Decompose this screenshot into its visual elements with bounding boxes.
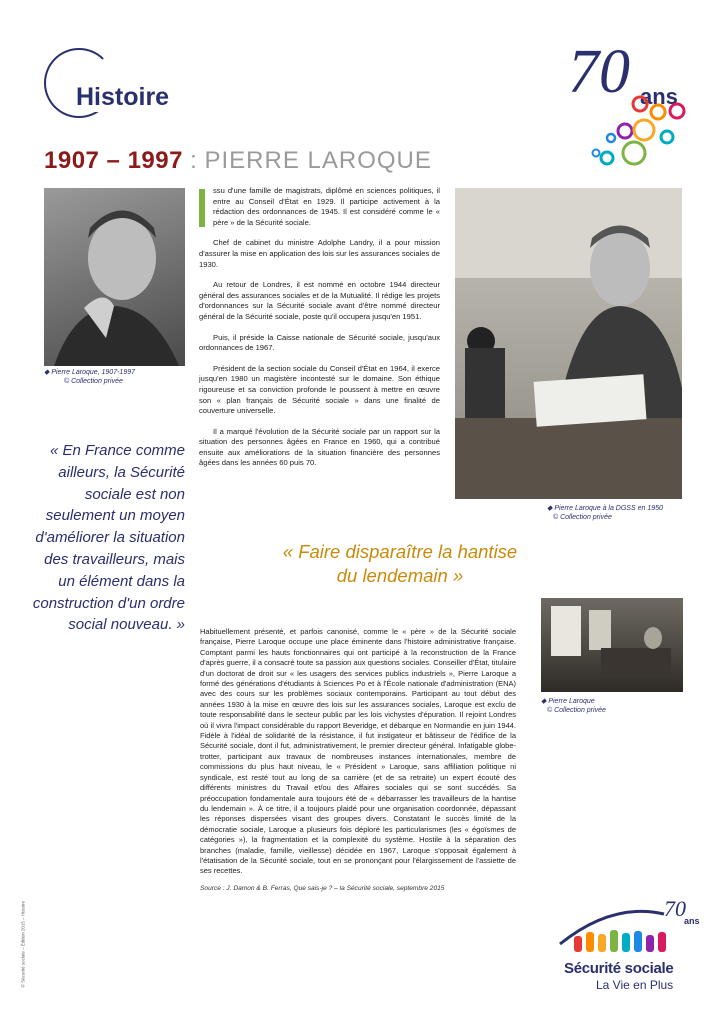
portrait-credit: © Collection privée [64, 378, 123, 385]
office-caption-text: Pierre Laroque [548, 698, 595, 705]
title-name: PIERRE LAROQUE [204, 147, 432, 174]
caption-bullet-icon: ◆ [44, 369, 52, 376]
desk-caption-text: Pierre Laroque à la DGSS en 1950 [554, 505, 663, 512]
desk-caption [547, 504, 697, 522]
desk-scene [455, 188, 682, 499]
title-years: 1907 – 1997 [44, 147, 183, 174]
main-text: Habituellement présenté, et parfois canonisé, comme le « père » de la Sécurité sociale française, Pierre Laroque occupe une place éminente dans l'histoire administrative française. Comptant parmi les hauts fonctionnaires qui ont participé à la reconstruction de la France d'après guerre, il a consacré toute sa passion aux questions sociales. Conseiller d'État, titulaire d'un doctorat de droit sur « les usagers des services publics industriels », Pierre Laroque a formé des générations d'étudiants à Sciences Po et à l'École nationale d'administration (ENA) avec des cours sur les problèmes sociaux contemporains. Participant au tout début des années 1930 à la mise en œuvre des lois sur les assurances sociales, Laroque est exclu de toute responsabilité dans le secteur public par les lois vichystes d'épuration. Il rejoint Londres où il vivra l'impact considérable du rapport Beveridge, et débarque en Normandie en juin 1944. Fidèle à l'idéal de solidarité de la résistance, il fut instigateur et bâtisseur de l'édifice de la Sécurité sociale, dont il fut, administrativement, le premier directeur général. Infatigable globe-trotter, participant aux travaux de nombreuses instances internationales, membre de commissions du plus haut niveau, le « Président » Laroque, sans affiliation politique ni syndicale, est resté tout au long de sa carrière (et de sa retraite) un expert écouté des différents ministres du Travail et/ou des Affaires sociales qui se sont succédés. Sa préoccupation fondamentale aura toujours été de « débarrasser les travailleurs de la hantise du lendemain ». À ce titre, il a toujours plaidé pour une organisation coordonnée, dépassant les réponses dispersées visant des groupes divers. Constatant le succès limité de la démocratie sociale, Laroque a plusieurs fois déploré les particularismes (les « égoïsmes de catégories »), la fragmentation et la complexité du système. Hostile à la séparation des branches (maladie, famille, vieillesse) décidée en 1967, Laroque s'opposait également à l'étatisation de la Sécurité sociale, tout en se prononçant pour l'élargissement de l'assiette de ses recettes. [200, 627, 516, 876]
bio-column [199, 186, 440, 479]
portrait-caption-text: Pierre Laroque, 1907-1997 [51, 369, 135, 376]
seventy-years-logo [564, 40, 694, 180]
vertical-note-text: © Sécurité sociale – Édition 2015 – Histoire [20, 900, 26, 988]
section-label: Histoire [76, 83, 170, 111]
office-caption [541, 697, 691, 715]
pull-quote-left: « En France comme ailleurs, la Sécurité sociale est non seulement un moyen d'améliorer la situation des travailleurs, mais un élément dans la construction d'un ordre social nouveau. » [32, 442, 185, 634]
bio-paragraph-1: ssu d'une famille de magistrats, diplômé en sciences politiques, il entre au Conseil d'État en 1929. Il participe activement à la rédaction des ordonnances de 1945. Il est considéré comme le « père » de la Sécurité sociale. [213, 186, 440, 227]
logo-suffix: ans [640, 84, 678, 109]
desk-photo [455, 188, 682, 499]
vertical-note [18, 860, 24, 1000]
logo-circle-blue-small [593, 150, 600, 157]
logo-bottom-number: 70 [664, 896, 686, 921]
logo-circle-red [633, 97, 647, 111]
office-credit: © Collection privée [547, 707, 606, 714]
portrait-photo [44, 188, 185, 366]
caption-bullet-icon: ◆ [547, 505, 555, 512]
logo-circle-green [623, 142, 645, 164]
pull-quote-center: « Faire disparaître la hantise du lendemain » [282, 541, 518, 586]
logo-number: 70 [568, 38, 630, 106]
caption-bullet-icon: ◆ [541, 698, 549, 705]
desk-credit: © Collection privée [553, 514, 612, 521]
portrait-caption [44, 368, 194, 386]
source-note: Source : J. Damon & B. Ferras, Que sais-je ? – la Sécurité sociale, septembre 2015 [200, 885, 445, 892]
bio-paragraph-2: Chef de cabinet du ministre Adolphe Landry, il a pour mission d'assurer la mise en application des lois sur les assurances sociales de 1930. [199, 238, 440, 269]
logo-figures [574, 930, 666, 952]
page-title [44, 147, 432, 175]
office-scene [541, 598, 683, 692]
bio-paragraph-4: Puis, il préside la Caisse nationale de Sécurité sociale, jusqu'aux ordonnances de 1967. [199, 332, 440, 353]
logo-circle-orange [651, 105, 665, 119]
bio-paragraph-6: Il a marqué l'évolution de la Sécurité sociale par un rapport sur la situation des personnes âgées en France en 1960, qui a contribué ensuite aux améliorations de la situation financière des personnes âgées dans les années 60 puis 70. [199, 426, 440, 468]
logo-tagline: La Vie en Plus [596, 978, 674, 992]
title-separator: : [182, 147, 205, 174]
logo-circle-purple [618, 124, 632, 138]
logo-circle-yellow [634, 120, 654, 140]
securite-sociale-logo [552, 892, 702, 1002]
portrait-silhouette [44, 188, 185, 366]
logo-circles [564, 40, 694, 180]
logo-circle-pink [670, 104, 684, 118]
logo-circle-cyan [661, 131, 673, 143]
bio-paragraph-5: Président de la section sociale du Conseil d'État en 1964, il exerce jusqu'en 1980 un magistère incontesté sur le domaine. Son éthique rigoureuse et sa conviction profonde le poussent à mettre en œuvre son « plan français de Sécurité sociale » dans une finalité de couverture universelle. [199, 363, 440, 416]
office-photo [541, 598, 683, 692]
logo-bottom-suffix: ans [684, 916, 700, 926]
logo-name: Sécurité sociale [564, 960, 674, 977]
logo-circle-blue [607, 134, 615, 142]
logo-circle-teal [601, 152, 613, 164]
bio-paragraph-3: Au retour de Londres, il est nommé en octobre 1944 directeur général des assurances sociales et de la Mutualité. Il rédige les projets d'ordonnances sur la Sécurité sociale avant d'être nommé directeur général de la Sécurité sociale, poste qu'il occupera jusqu'en 1951. [199, 280, 440, 321]
